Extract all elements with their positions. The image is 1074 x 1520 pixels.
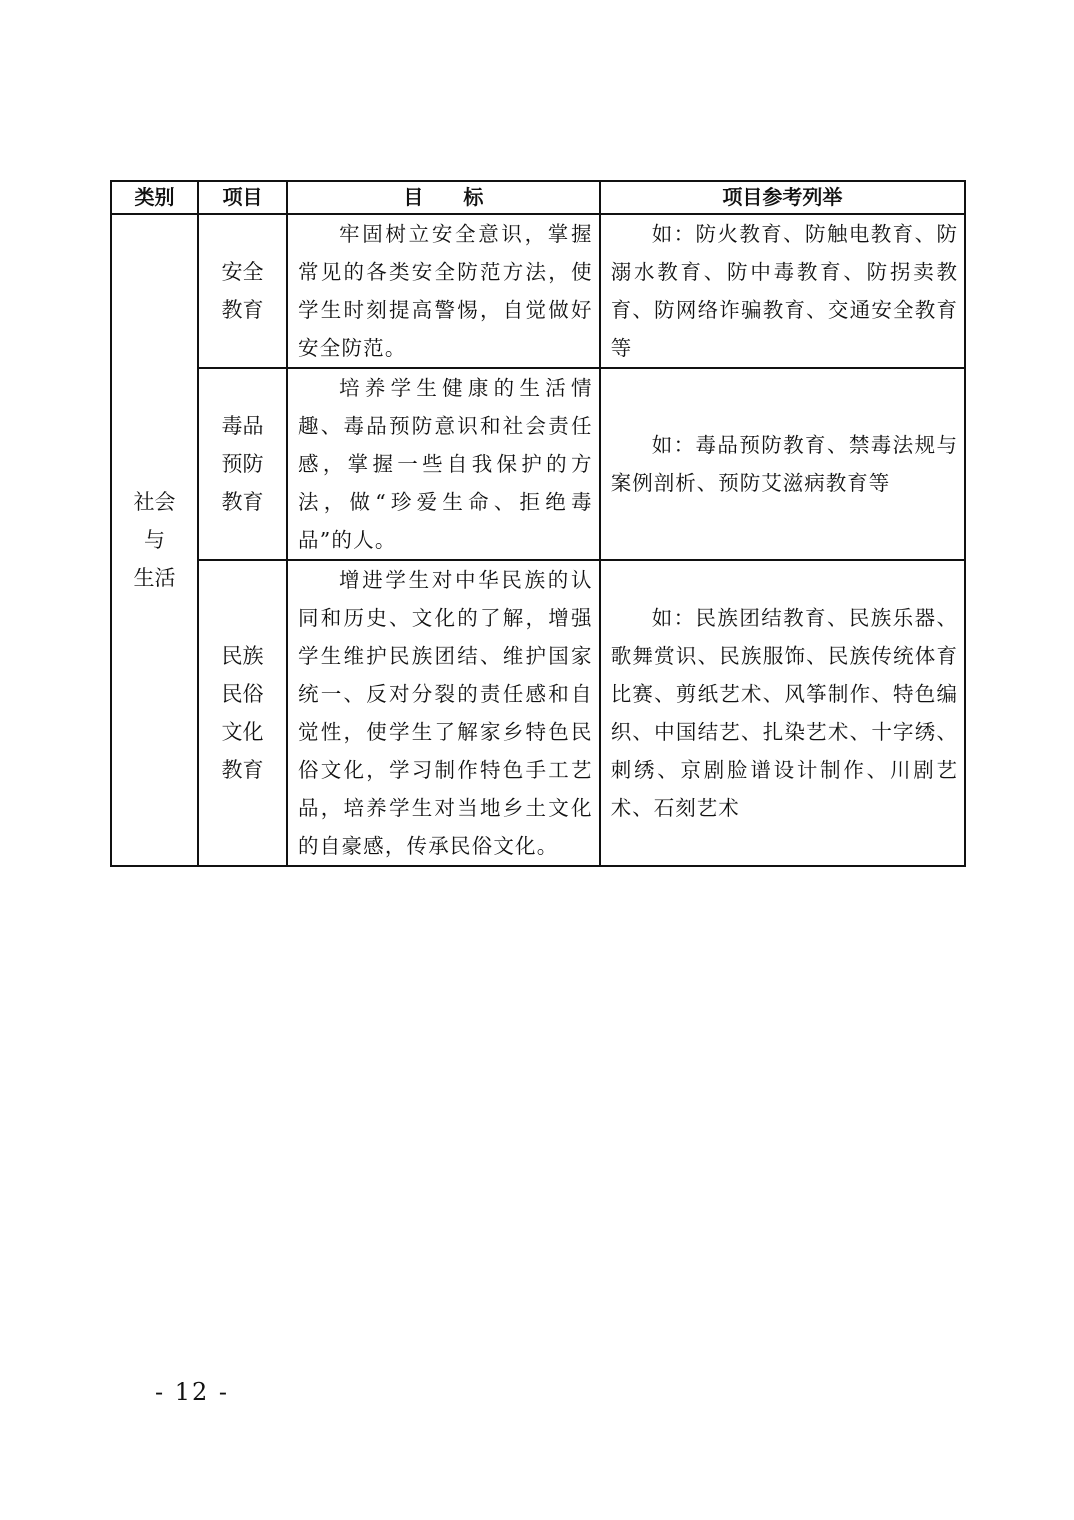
category-line: 生活 (133, 566, 176, 590)
item-line: 毒品 (221, 414, 264, 438)
curriculum-table (110, 180, 966, 867)
header-goal: 目 标 (287, 181, 600, 214)
header-category: 类别 (111, 181, 198, 214)
item-line: 安全 (221, 260, 264, 284)
goal-cell: 牢固树立安全意识，掌握常见的各类安全防范方法，使学生时刻提高警惕，自觉做好安全防范。 (287, 214, 600, 368)
item-line: 教育 (221, 758, 264, 782)
reference-cell: 如：毒品预防教育、禁毒法规与案例剖析、预防艾滋病教育等 (600, 368, 965, 560)
item-line: 教育 (221, 490, 264, 514)
category-line: 与 (144, 528, 165, 552)
table-header-row (111, 181, 965, 214)
goal-cell: 培养学生健康的生活情趣、毒品预防意识和社会责任感，掌握一些自我保护的方法，做“珍爱生命、拒绝毒品”的人。 (287, 368, 600, 560)
goal-cell: 增进学生对中华民族的认同和历史、文化的了解，增强学生维护民族团结、维护国家统一、反对分裂的责任感和自觉性，使学生了解家乡特色民俗文化，学习制作特色手工艺品，培养学生对当地乡土文化的自豪感，传承民俗文化。 (287, 560, 600, 866)
item-cell (198, 368, 287, 560)
item-line: 民俗 (221, 682, 264, 706)
category-line: 社会 (133, 490, 176, 514)
item-line: 预防 (221, 452, 264, 476)
header-reference: 项目参考列举 (600, 181, 965, 214)
table-row (111, 214, 965, 368)
reference-cell: 如：民族团结教育、民族乐器、歌舞赏识、民族服饰、民族传统体育比赛、剪纸艺术、风筝制作、特色编织、中国结艺、扎染艺术、十字绣、刺绣、京剧脸谱设计制作、川剧艺术、石刻艺术 (600, 560, 965, 866)
item-line: 民族 (221, 644, 264, 668)
item-line: 教育 (221, 298, 264, 322)
reference-cell: 如：防火教育、防触电教育、防溺水教育、防中毒教育、防拐卖教育、防网络诈骗教育、交通安全教育等 (600, 214, 965, 368)
table-row (111, 368, 965, 560)
item-line: 文化 (221, 720, 264, 744)
page-number: - 12 - (155, 1378, 230, 1406)
item-cell (198, 214, 287, 368)
header-item: 项目 (198, 181, 287, 214)
category-cell (111, 214, 198, 866)
table-row (111, 560, 965, 866)
item-cell (198, 560, 287, 866)
